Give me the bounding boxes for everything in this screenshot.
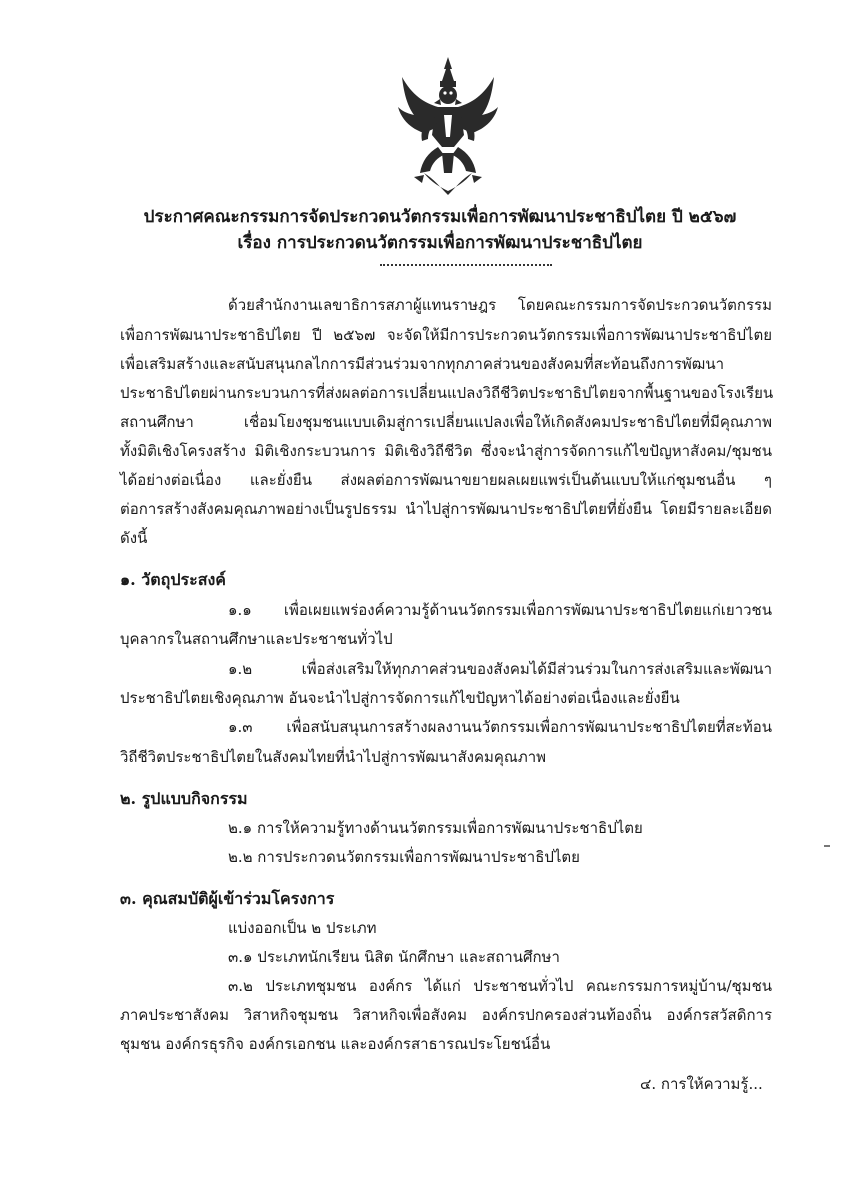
- intro-line: ได้อย่างต่อเนื่อง และยั่งยืน ส่งผลต่อการพัฒนาขยายผลเผยแพร่เป็นต้นแบบให้แก่ชุมชนอื่น ๆ: [120, 471, 772, 489]
- intro-line: ด้วยสำนักงานเลขาธิการสภาผู้แทนราษฎร โดยคณะกรรมการจัดประกวดนวัตกรรม: [228, 296, 772, 314]
- section-heading: ๒. รูปแบบกิจกรรม: [120, 789, 248, 808]
- intro-line: สถานศึกษา เชื่อมโยงชุมชนแบบเดิมสู่การเปลี่ยนแปลงเพื่อให้เกิดสังคมประชาธิปไตยที่มีคุณภาพ: [120, 413, 772, 431]
- section-heading: ๓. คุณสมบัติผู้เข้าร่วมโครงการ: [120, 889, 335, 908]
- intro-line: ต่อการสร้างสังคมคุณภาพอย่างเป็นรูปธรรม นำไปสู่การพัฒนาประชาธิปไตยที่ยั่งยืน โดยมีรายละเอียด: [120, 500, 772, 518]
- section-line: ชุมชน องค์กรธุรกิจ องค์กรเอกชน และองค์กรสาธารณประโยชน์อื่น: [120, 1035, 551, 1053]
- section-line: ๑.๒ เพื่อส่งเสริมให้ทุกภาคส่วนของสังคมได้มีส่วนร่วมในการส่งเสริมและพัฒนา: [228, 660, 772, 678]
- intro-line: ทั้งมิติเชิงโครงสร้าง มิติเชิงกระบวนการ มิติเชิงวิถีชีวิต ซึ่งจะนำสู่การจัดการแก้ไขปัญหาสังคม/ชุมชน: [120, 442, 772, 460]
- section-line: ๓.๒ ประเภทชุมชน องค์กร ได้แก่ ประชาชนทั่วไป คณะกรรมการหมู่บ้าน/ชุมชน: [228, 977, 772, 995]
- intro-line: เพื่อเสริมสร้างและสนับสนุนกลไกการมีส่วนร่วมจากทุกภาคส่วนของสังคมที่สะท้อนถึงการพัฒนา: [120, 355, 725, 373]
- page-continuation: ๔. การให้ความรู้...: [640, 1075, 763, 1093]
- section-line: ๒.๒ การประกวดนวัตกรรมเพื่อการพัฒนาประชาธิปไตย: [228, 848, 580, 866]
- section-heading: ๑. วัตถุประสงค์: [120, 570, 226, 589]
- dotted-divider: [380, 264, 552, 266]
- page-title: ประกาศคณะกรรมการจัดประกวดนวัตกรรมเพื่อการพัฒนาประชาธิปไตย ปี ๒๕๖๗: [143, 207, 737, 227]
- section-line: ประชาธิปไตยเชิงคุณภาพ อันจะนำไปสู่การจัดการแก้ไขปัญหาได้อย่างต่อเนื่องและยั่งยืน: [120, 689, 680, 707]
- intro-line: ประชาธิปไตยผ่านกระบวนการที่ส่งผลต่อการเปลี่ยนแปลงวิถีชีวิตประชาธิปไตยจากพื้นฐานของโรงเรียน: [120, 384, 774, 402]
- section-line: ๑.๑ เพื่อเผยแพร่องค์ความรู้ด้านนวัตกรรมเพื่อการพัฒนาประชาธิปไตยแก่เยาวชน: [228, 601, 772, 619]
- section-line: บุคลากรในสถานศึกษาและประชาชนทั่วไป: [120, 630, 393, 648]
- section-line: ภาคประชาสังคม วิสาหกิจชุมชน วิสาหกิจเพื่อสังคม องค์กรปกครองส่วนท้องถิ่น องค์กรสวัสดิการ: [120, 1006, 772, 1024]
- intro-line: เพื่อการพัฒนาประชาธิปไตย ปี ๒๕๖๗ จะจัดให้มีการประกวดนวัตกรรมเพื่อการพัฒนาประชาธิปไตย: [120, 326, 772, 344]
- section-line: ๑.๓ เพื่อสนับสนุนการสร้างผลงานนวัตกรรมเพื่อการพัฒนาประชาธิปไตยที่สะท้อน: [228, 718, 772, 736]
- intro-line: ดังนี้: [120, 529, 148, 547]
- section-line: ๒.๑ การให้ความรู้ทางด้านนวัตกรรมเพื่อการพัฒนาประชาธิปไตย: [228, 819, 643, 837]
- section-line: แบ่งออกเป็น ๒ ประเภท: [228, 919, 377, 937]
- section-line: วิถีชีวิตประชาธิปไตยในสังคมไทยที่นำไปสู่การพัฒนาสังคมคุณภาพ: [120, 748, 547, 766]
- page-subtitle: เรื่อง การประกวดนวัตกรรมเพื่อการพัฒนาประชาธิปไตย: [237, 233, 643, 253]
- margin-mark: [824, 845, 830, 847]
- section-line: ๓.๑ ประเภทนักเรียน นิสิต นักศึกษา และสถานศึกษา: [228, 948, 560, 966]
- garuda-emblem-icon: [394, 55, 502, 197]
